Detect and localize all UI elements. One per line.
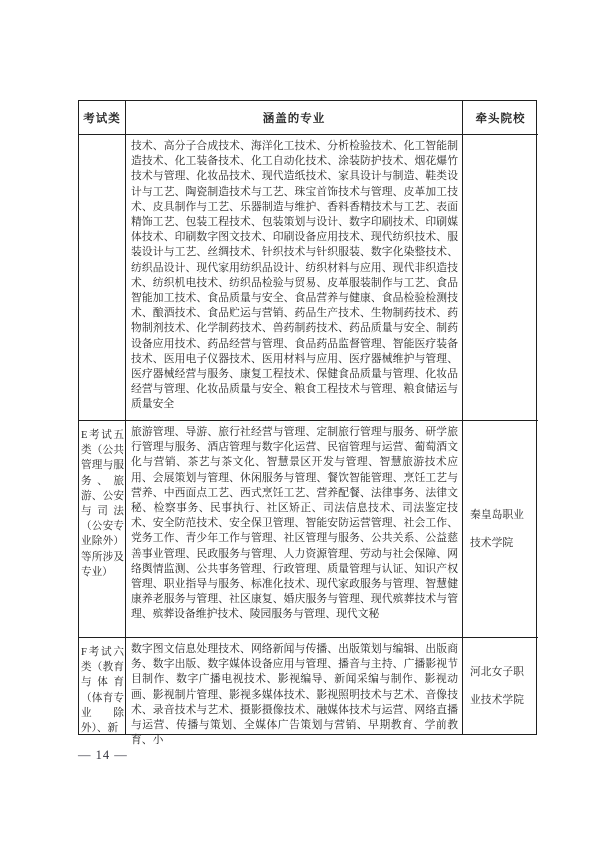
category-cell-f: F考试六类（教育与体育（体育专业除外）、新 (79, 638, 126, 734)
header-cell-covered-majors: 涵盖的专业 (126, 101, 463, 135)
majors-cell-e: 旅游管理、导游、旅行社经营与管理、定制旅行管理与服务、研学旅行管理与服务、酒店管理与数字化运营、民宿管理与运营、葡萄酒文化与营销、茶艺与茶文化、智慧景区开发与管理、智慧旅游技术应用、会展策划与管理、休闲服务与管理、餐饮智能管理、烹饪工艺与营养、中西面点工艺、西式烹饪工艺、营养配餐、法律事务、法律文秘、检察事务、民事执行、社区矫正、司法信息技术、司法鉴定技术、安全防范技术、安全保卫管理、智能安防运营管理、社会工作、党务工作、青少年工作与管理、社区管理与服务、公共关系、公益慈善事业管理、民政服务与管理、人力资源管理、劳动与社会保障、网络舆情监测、公共事务管理、行政管理、质量管理与认证、知识产权管理、职业指导与服务、标准化技术、现代家政服务与管理、智慧健康养老服务与管理、社区康复、婚庆服务与管理、现代殡葬技术与管理、殡葬设备维护技术、陵园服务与管理、现代文秘 (126, 421, 463, 638)
header-cell-lead-institution: 牵头院校 (463, 101, 538, 135)
category-cell-e: E考试五类（公共管理与服务、旅游、公安与司法（公安专业除外）等所涉及专业） (79, 421, 126, 638)
institution-text: 秦皇岛职业技术学院 (470, 509, 524, 549)
majors-cell-f: 数字图文信息处理技术、网络新闻与传播、出版策划与编辑、出版商务、数字出版、数字媒体设备应用与管理、播音与主持、广播影视节目制作、数字广播电视技术、影视编导、新闻采编与制作、影视动画、影视制片管理、影视多媒体技术、影视照明技术与艺术、音像技术、录音技术与艺术、摄影摄像技术、融媒体技术与运营、网络直播与运营、传播与策划、全媒体广告策划与营销、早期教育、学前教育、小 (126, 638, 463, 734)
institution-text: 河北女子职业技术学院 (470, 666, 524, 706)
majors-cell-continuation: 技术、高分子合成技术、海洋化工技术、分析检验技术、化工智能制造技术、化工装备技术、化工自动化技术、涂装防护技术、烟花爆竹技术与管理、化妆品技术、现代造纸技术、家具设计与制造、鞋类设计与工艺、陶瓷制造技术与工艺、珠宝首饰技术与管理、皮革加工技术、皮具制作与工艺、乐器制造与维护、香料香精技术与工艺、表面精饰工艺、包装工程技术、包装策划与设计、数字印刷技术、印刷媒体技术、印刷数字图文技术、印刷设备应用技术、现代纺织技术、服装设计与工艺、丝绸技术、针织技术与针织服装、数字化染整技术、纺织品设计、现代家用纺织品设计、纺织材料与应用、现代非织造技术、纺织机电技术、纺织品检验与贸易、皮革服装制作与工艺、食品智能加工技术、食品质量与安全、食品营养与健康、食品检验检测技术、酿酒技术、食品贮运与营销、药品生产技术、生物制药技术、药物制剂技术、化学制药技术、兽药制药技术、药品质量与安全、制药设备应用技术、药品经营与管理、食品药品监督管理、智能医疗装备技术、医用电子仪器技术、医用材料与应用、医疗器械维护与管理、医疗器械经营与服务、康复工程技术、保健食品质量与管理、化妆品经营与管理、化妆品质量与安全、粮食工程技术与管理、粮食储运与质量安全 (126, 135, 463, 421)
institution-cell-f (463, 638, 538, 734)
header-cell-exam-category: 考试类 (79, 101, 126, 135)
category-cell-continuation (79, 135, 126, 421)
institution-cell-e (463, 421, 538, 638)
exam-category-table (78, 100, 537, 747)
institution-cell-continuation (463, 135, 538, 421)
page-number: — 14 — (78, 748, 128, 762)
